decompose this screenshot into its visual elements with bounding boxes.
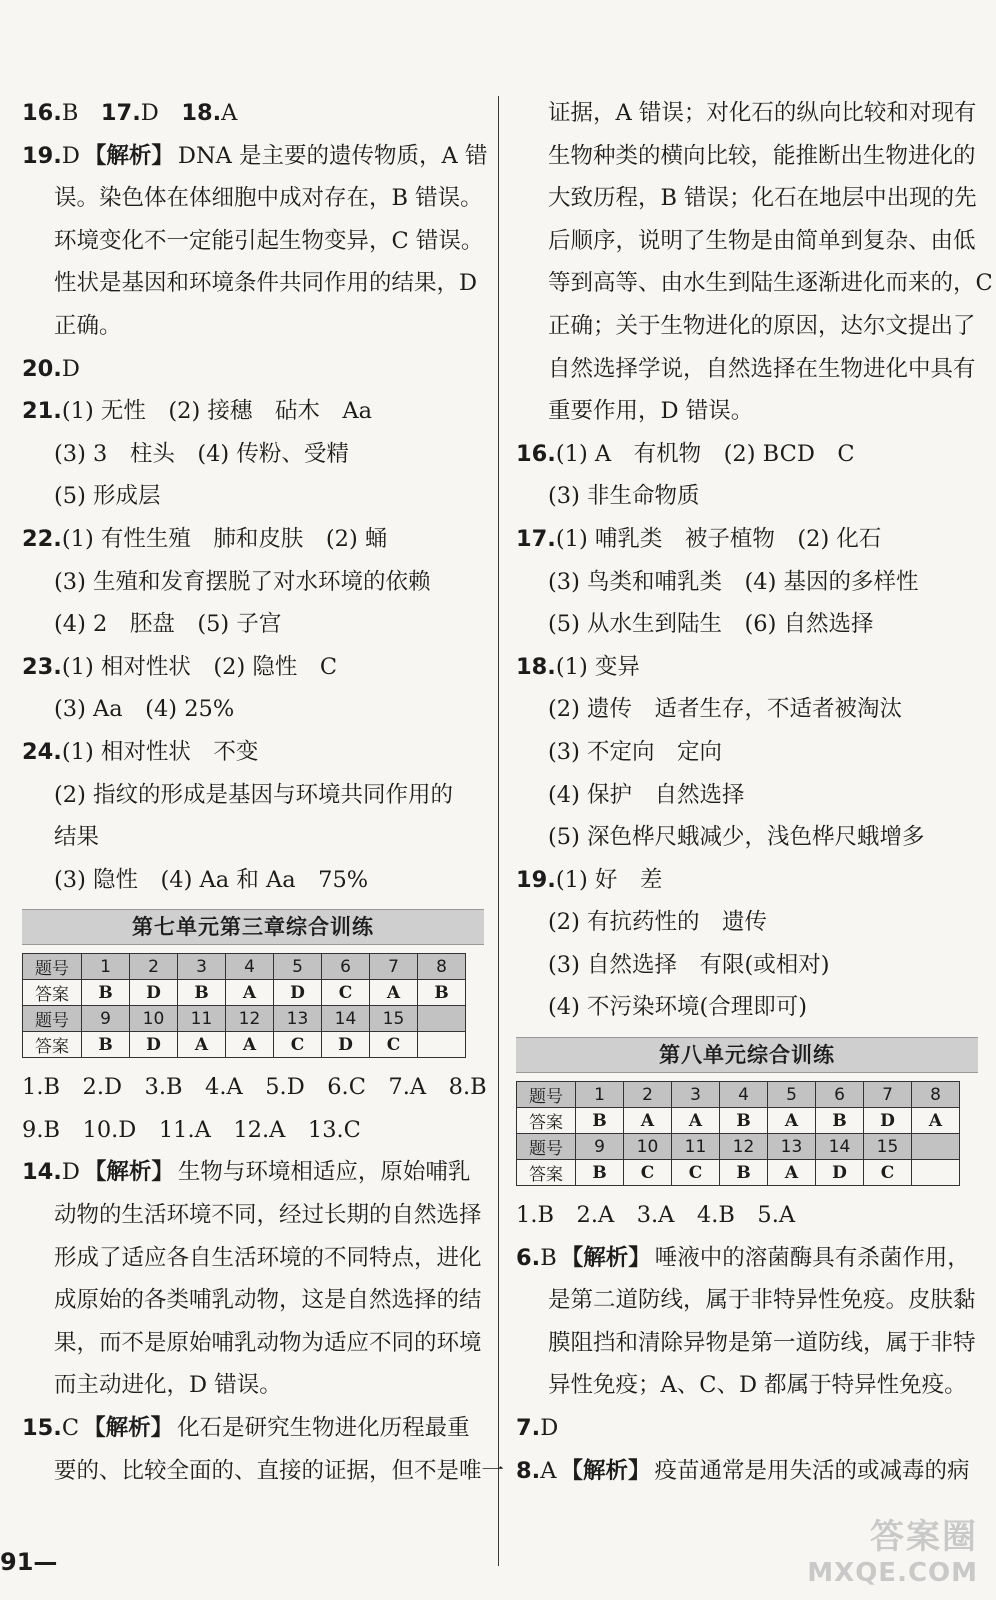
answer-line [516, 731, 978, 774]
table-cell: D [322, 1032, 370, 1058]
right-column [516, 92, 993, 1492]
answer-line [516, 1364, 978, 1407]
question-number: 17. [100, 100, 141, 126]
question-number: 17. [516, 525, 556, 552]
table-cell: 14 [322, 1006, 370, 1032]
answer-line [516, 1450, 978, 1493]
answer-text: 成原始的各类哺乳动物，这是自然选择的结 [54, 1287, 482, 1314]
answer-text: D [540, 1415, 559, 1442]
answer-table-unit7-ch3 [22, 953, 466, 1058]
answer-text: A [540, 1457, 557, 1484]
table-cell: 10 [624, 1134, 672, 1160]
answer-line [22, 1364, 484, 1407]
answer-text: B [61, 100, 101, 126]
table-cell: C [370, 1032, 418, 1058]
answer-line [22, 1066, 487, 1109]
answer-text: 后顺序，说明了生物是由简单到复杂、由低 [548, 227, 976, 254]
answer-line [22, 475, 484, 518]
table-row-label: 答案 [23, 1032, 82, 1058]
answer-text: (5) 形成层 [54, 483, 161, 510]
answer-line [22, 688, 484, 731]
table-cell: B [720, 1108, 768, 1134]
watermark-text-en: MXQE.COM [807, 1558, 978, 1588]
answer-text: (1) 无性 (2) 接穗 砧木 Aa [61, 398, 373, 425]
analysis-text: 疫苗通常是用失活的或减毒的病 [654, 1457, 970, 1484]
answer-line [516, 1237, 978, 1280]
answer-text: A [221, 100, 238, 126]
answer-text: B [540, 1244, 557, 1271]
answer-line [516, 92, 978, 135]
answer-line [22, 1237, 484, 1280]
table-cell: 9 [576, 1134, 624, 1160]
section-banner-unit7-ch3: 第七单元第三章综合训练 [22, 909, 484, 945]
table-cell: D [130, 1032, 178, 1058]
question-number: 14. [22, 1159, 62, 1186]
answer-text: 重要作用，D 错误。 [548, 398, 754, 425]
answer-line [516, 1322, 978, 1365]
table-cell: C [274, 1032, 322, 1058]
analysis-tag: 【解析】 [83, 1159, 174, 1186]
analysis-text: 唾液中的溶菌酶具有杀菌作用， [654, 1244, 970, 1271]
answer-line [516, 901, 978, 944]
table-cell: A [672, 1108, 720, 1134]
table-cell: 7 [370, 954, 418, 980]
question-number: 15. [22, 1415, 62, 1442]
table-cell [912, 1134, 960, 1160]
answer-text: (4) 2 胚盘 (5) 子宫 [54, 611, 282, 638]
table-cell: B [576, 1160, 624, 1186]
right-answers-block-2 [516, 1194, 978, 1492]
table-cell: 1 [82, 954, 130, 980]
answer-text: (1) 有性生殖 肺和皮肤 (2) 蛹 [61, 525, 388, 552]
answer-line [516, 220, 978, 263]
table-cell: 15 [370, 1006, 418, 1032]
answer-text: C [61, 1415, 80, 1442]
answer-text: 动物的生活环境不同，经过长期的自然选择 [54, 1202, 482, 1229]
table-cell: 13 [274, 1006, 322, 1032]
answer-line [22, 177, 484, 220]
table-cell: C [864, 1160, 912, 1186]
question-number: 21. [22, 398, 62, 425]
answer-line [22, 816, 484, 859]
table-cell [418, 1032, 466, 1058]
question-number: 8. [516, 1457, 541, 1484]
table-cell: 2 [130, 954, 178, 980]
table-cell: 5 [274, 954, 322, 980]
table-cell: A [178, 1032, 226, 1058]
answer-line [516, 944, 978, 987]
answer-text: (1) 变异 [555, 653, 640, 680]
answer-line [22, 1322, 484, 1365]
column-divider [498, 96, 499, 1566]
answer-line [22, 1151, 484, 1194]
table-header-row [23, 1006, 466, 1032]
answer-line [516, 774, 978, 817]
answer-text: (4) 保护 自然选择 [548, 781, 745, 808]
analysis-text: 化石是研究生物进化历程最重 [177, 1415, 470, 1442]
table-cell: 3 [672, 1082, 720, 1108]
table-row-label: 题号 [23, 1006, 82, 1032]
answer-line [516, 348, 978, 391]
analysis-tag: 【解析】 [83, 142, 174, 169]
answer-text: (1) 好 差 [555, 866, 663, 893]
answer-text: (2) 有抗药性的 遗传 [548, 909, 768, 936]
answer-line [22, 1407, 484, 1450]
question-number: 18. [516, 653, 556, 680]
answer-text: 是第二道防线，属于非特异性免疫。皮肤黏 [548, 1287, 976, 1314]
answer-text: 正确。 [54, 312, 122, 339]
answer-text: D [61, 1159, 80, 1186]
answer-text: 形成了适应各自生活环境的不同特点，进化 [54, 1244, 482, 1271]
table-cell: 7 [864, 1082, 912, 1108]
table-cell [912, 1160, 960, 1186]
table-cell: A [370, 980, 418, 1006]
table-answer-row [23, 980, 466, 1006]
answer-text: 误。染色体在体细胞中成对存在，B 错误。 [54, 185, 483, 212]
answer-line [516, 1194, 978, 1237]
question-number: 19. [22, 142, 62, 169]
page-number: 91— [0, 1548, 58, 1576]
table-cell: A [226, 980, 274, 1006]
answer-text: 自然选择学说，自然选择在生物进化中具有 [548, 355, 976, 382]
answer-line [516, 816, 978, 859]
answer-table-unit8 [516, 1081, 960, 1186]
answer-line [22, 1109, 484, 1152]
table-cell: B [178, 980, 226, 1006]
answer-text: 生物种类的横向比较，能推断出生物进化的 [548, 142, 976, 169]
answer-text: 膜阻挡和清除异物是第一道防线，属于非特 [548, 1329, 976, 1356]
answer-text: 正确；关于生物进化的原因，达尔文提出了 [548, 312, 976, 339]
question-number: 16. [516, 440, 556, 467]
table-header-row [23, 954, 466, 980]
table-cell: 6 [816, 1082, 864, 1108]
table-cell: 1 [576, 1082, 624, 1108]
answer-line [22, 390, 484, 433]
table-header-row [517, 1134, 960, 1160]
answer-line [22, 92, 484, 135]
answer-line [516, 135, 978, 178]
table-cell: A [624, 1108, 672, 1134]
answer-line [516, 305, 978, 348]
answer-text: (1) A 有机物 (2) BCD C [555, 440, 855, 467]
table-cell: D [130, 980, 178, 1006]
answer-text: 9.B 10.D 11.A 12.A 13.C [22, 1116, 361, 1143]
table-cell: 2 [624, 1082, 672, 1108]
answer-text: (5) 深色桦尺蛾减少，浅色桦尺蛾增多 [548, 824, 925, 851]
answer-text: D [61, 355, 80, 382]
table-cell: 12 [226, 1006, 274, 1032]
answer-line [22, 135, 488, 178]
table-cell: A [226, 1032, 274, 1058]
table-cell: 10 [130, 1006, 178, 1032]
answer-line [516, 390, 978, 433]
analysis-tag: 【解析】 [83, 1415, 174, 1442]
answer-text: (3) 非生命物质 [548, 483, 700, 510]
question-number: 7. [516, 1415, 541, 1442]
table-cell: B [418, 980, 466, 1006]
analysis-tag: 【解析】 [560, 1457, 651, 1484]
watermark-text-cn: 答案圈 [870, 1517, 978, 1557]
table-cell: B [82, 1032, 130, 1058]
left-answers-block-1 [22, 92, 488, 901]
table-cell: 4 [226, 954, 274, 980]
table-cell: 5 [768, 1082, 816, 1108]
table-cell: 6 [322, 954, 370, 980]
table-cell: D [274, 980, 322, 1006]
answer-text: 环境变化不一定能引起生物变异，C 错误。 [54, 227, 484, 254]
table-cell: 8 [418, 954, 466, 980]
table-cell: C [672, 1160, 720, 1186]
table-cell: A [912, 1108, 960, 1134]
question-number: 22. [22, 525, 62, 552]
table-cell: 4 [720, 1082, 768, 1108]
table-cell: B [576, 1108, 624, 1134]
answer-text: 结果 [54, 824, 100, 851]
answer-line [22, 518, 484, 561]
answer-line [22, 774, 484, 817]
answer-line [516, 262, 993, 305]
table-cell: 12 [720, 1134, 768, 1160]
table-cell: C [322, 980, 370, 1006]
answer-line [516, 433, 978, 476]
table-answer-row [517, 1160, 960, 1186]
answer-text: 异性免疫；A、C、D 都属于特异性免疫。 [548, 1372, 967, 1399]
table-cell: 3 [178, 954, 226, 980]
answer-line [516, 859, 978, 902]
answer-line [22, 1194, 484, 1237]
answer-text: (1) 相对性状 不变 [61, 738, 259, 765]
table-cell: 11 [178, 1006, 226, 1032]
question-number: 16. [22, 100, 62, 126]
answer-text: (2) 指纹的形成是基因与环境共同作用的 [54, 781, 454, 808]
answer-text: (3) 3 柱头 (4) 传粉、受精 [54, 440, 349, 467]
answer-line [22, 305, 484, 348]
answer-text: (3) 隐性 (4) Aa 和 Aa 75% [54, 866, 369, 893]
table-cell: A [768, 1160, 816, 1186]
table-row-label: 题号 [517, 1082, 576, 1108]
answer-text: (5) 从水生到陆生 (6) 自然选择 [548, 611, 874, 638]
answer-text: (2) 遗传 适者生存，不适者被淘汰 [548, 696, 903, 723]
analysis-tag: 【解析】 [560, 1244, 651, 1271]
table-cell: 14 [816, 1134, 864, 1160]
answer-line [22, 603, 484, 646]
answer-text: (3) 鸟类和哺乳类 (4) 基因的多样性 [548, 568, 919, 595]
table-answer-row [23, 1032, 466, 1058]
answer-line [516, 688, 978, 731]
table-row-label: 答案 [517, 1108, 576, 1134]
answer-text: (3) 自然选择 有限(或相对) [548, 951, 830, 978]
answer-line [22, 1279, 484, 1322]
table-cell: D [864, 1108, 912, 1134]
question-number: 20. [22, 355, 62, 382]
table-row-label: 答案 [517, 1160, 576, 1186]
table-header-row [517, 1082, 960, 1108]
answer-line [516, 1407, 978, 1450]
answer-line [22, 433, 484, 476]
table-cell: B [816, 1108, 864, 1134]
answer-text: D [61, 142, 80, 169]
answer-line [516, 475, 978, 518]
answer-line [22, 859, 484, 902]
answer-line [516, 518, 978, 561]
answer-line [516, 561, 978, 604]
analysis-text: 生物与环境相适应，原始哺乳 [177, 1159, 471, 1186]
question-number: 19. [516, 866, 556, 893]
answer-text: 等到高等、由水生到陆生逐渐进化而来的，C [548, 270, 993, 297]
answer-text: (3) 不定向 定向 [548, 738, 723, 765]
answer-text: 而主动进化，D 错误。 [54, 1372, 282, 1399]
answer-line [22, 561, 484, 604]
answer-text: 1.B 2.D 3.B 4.A 5.D 6.C 7.A 8.B [22, 1074, 487, 1101]
answer-line [516, 986, 978, 1029]
right-answers-block-1 [516, 92, 993, 1029]
question-number: 6. [516, 1244, 541, 1271]
answer-line [516, 646, 978, 689]
question-number: 24. [22, 738, 62, 765]
table-cell: 11 [672, 1134, 720, 1160]
answer-line [516, 1279, 978, 1322]
answer-text: D [140, 100, 182, 126]
left-column [22, 92, 505, 1492]
left-answers-block-2 [22, 1066, 505, 1492]
section-banner-unit8: 第八单元综合训练 [516, 1037, 978, 1073]
answer-text: (3) 生殖和发育摆脱了对水环境的依赖 [54, 568, 431, 595]
table-cell: 15 [864, 1134, 912, 1160]
question-number: 23. [22, 653, 62, 680]
answer-text: (1) 哺乳类 被子植物 (2) 化石 [555, 525, 882, 552]
answer-text: 性状是基因和环境条件共同作用的结果，D [54, 270, 478, 297]
answer-line [22, 1450, 505, 1493]
answer-line [22, 220, 484, 263]
table-cell: 13 [768, 1134, 816, 1160]
answer-text: 大致历程，B 错误；化石在地层中出现的先 [548, 185, 977, 212]
table-cell: 9 [82, 1006, 130, 1032]
answer-text: 1.B 2.A 3.A 4.B 5.A [516, 1202, 796, 1229]
question-number: 18. [181, 100, 222, 126]
table-cell: C [624, 1160, 672, 1186]
table-cell: 8 [912, 1082, 960, 1108]
table-row-label: 答案 [23, 980, 82, 1006]
answer-line [22, 646, 484, 689]
table-answer-row [517, 1108, 960, 1134]
answer-text: 证据，A 错误；对化石的纵向比较和对现有 [548, 100, 977, 126]
answer-text: (1) 相对性状 (2) 隐性 C [61, 653, 338, 680]
analysis-text: DNA 是主要的遗传物质，A 错 [177, 142, 488, 169]
answer-line [22, 262, 484, 305]
table-cell: D [816, 1160, 864, 1186]
answer-text: (4) 不污染环境(合理即可) [548, 994, 808, 1021]
table-cell: A [768, 1108, 816, 1134]
watermark-logo [807, 1509, 978, 1588]
table-cell [418, 1006, 466, 1032]
answer-text: 果，而不是原始哺乳动物为适应不同的环境 [54, 1329, 482, 1356]
table-cell: B [82, 980, 130, 1006]
answer-text: (3) Aa (4) 25% [54, 696, 235, 723]
table-row-label: 题号 [517, 1134, 576, 1160]
answer-line [516, 603, 978, 646]
table-row-label: 题号 [23, 954, 82, 980]
answer-line [22, 731, 484, 774]
answer-text: 要的、比较全面的、直接的证据，但不是唯一 [54, 1457, 505, 1484]
table-cell: B [720, 1160, 768, 1186]
answer-line [22, 348, 484, 391]
answer-line [516, 177, 978, 220]
